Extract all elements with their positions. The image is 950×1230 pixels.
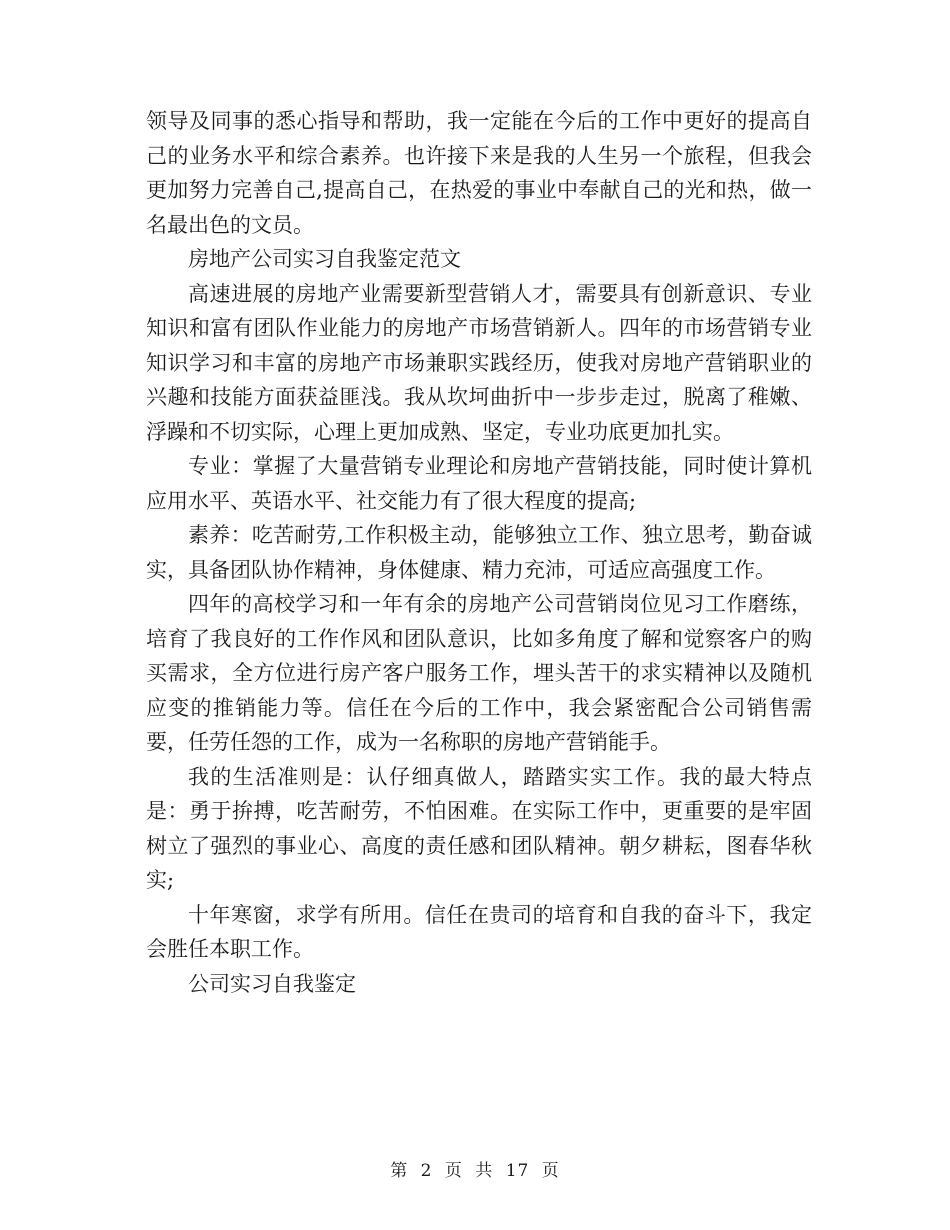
paragraph-qualities: 素养：吃苦耐劳,工作积极主动，能够独立工作、独立思考，勤奋诚实，具备团队协作精神，身体健康、精力充沛，可适应高强度工作。 [146, 523, 812, 582]
paragraph-continuation: 领导及同事的悉心指导和帮助，我一定能在今后的工作中更好的提高自己的业务水平和综合素养。也许接下来是我的人生另一个旅程，但我会更加努力完善自己,提高自己，在热爱的事业中奉献自己的光和热，做一名最出色的文员。 [146, 109, 812, 237]
paragraph-life-principles: 我的生活准则是：认仔细真做人，踏踏实实工作。我的最大特点是：勇于拚搏，吃苦耐劳，不怕困难。在实际工作中，更重要的是牢固树立了强烈的事业心、高度的责任感和团队精神。朝夕耕耘，图春华秋实; [146, 764, 812, 892]
paragraph-intro: 高速进展的房地产业需要新型营销人才，需要具有创新意识、专业知识和富有团队作业能力的房地产市场营销新人。四年的市场营销专业知识学习和丰富的房地产市场兼职实践经历，使我对房地产营销职业的兴趣和技能方面获益匪浅。我从坎坷曲折中一步步走过，脱离了稚嫩、浮躁和不切实际，心理上更加成熟、坚定，专业功底更加扎实。 [146, 281, 812, 444]
paragraph-professional: 专业：掌握了大量营销专业理论和房地产营销技能，同时使计算机应用水平、英语水平、社交能力有了很大程度的提高; [146, 454, 812, 513]
document-body [146, 104, 812, 1001]
paragraph-experience: 四年的高校学习和一年有余的房地产公司营销岗位见习工作磨练，培育了我良好的工作作风和团队意识，比如多角度了解和觉察客户的购买需求，全方位进行房产客户服务工作，埋头苦干的求实精神以及随机应变的推销能力等。信任在今后的工作中，我会紧密配合公司销售需要，任劳任怨的工作，成为一名称职的房地产营销能手。 [146, 592, 812, 754]
section-heading-company: 公司实习自我鉴定 [188, 971, 356, 996]
paragraph-conclusion: 十年寒窗，求学有所用。信任在贵司的培育和自我的奋斗下，我定会胜任本职工作。 [146, 902, 812, 961]
section-heading-real-estate: 房地产公司实习自我鉴定范文 [188, 247, 461, 271]
page-number-footer: 第 2 页 共 17 页 [390, 1161, 560, 1181]
